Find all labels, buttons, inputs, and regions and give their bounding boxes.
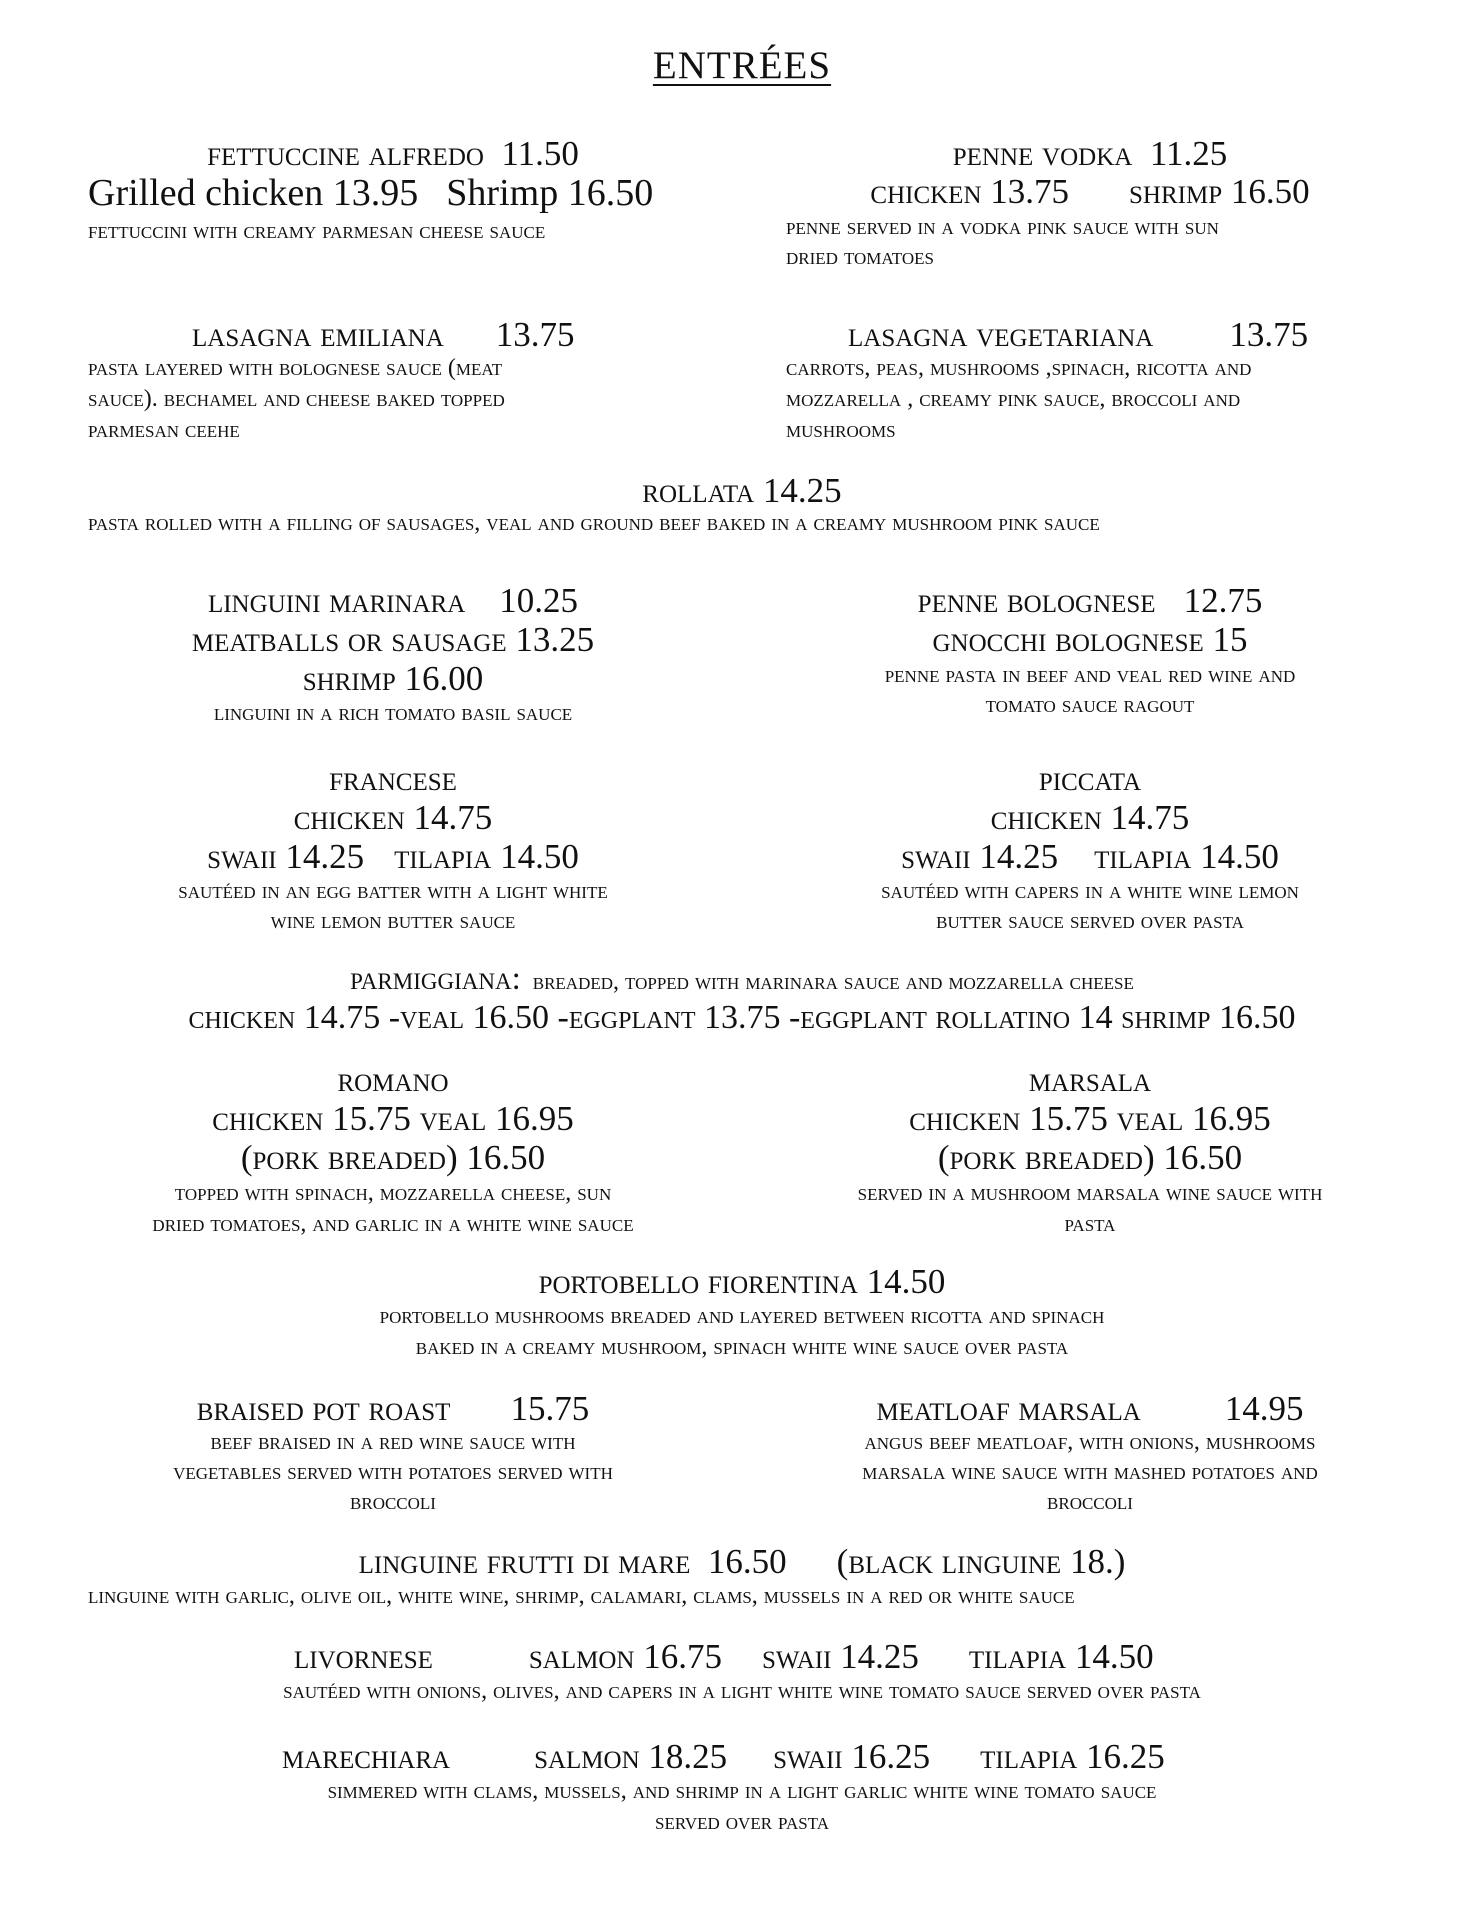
item-name: romano	[337, 1060, 449, 1099]
item-description-line: butter sauce served over pasta	[936, 908, 1244, 934]
item-description-line: marsala wine sauce with mashed potatoes and	[862, 1459, 1318, 1485]
option-swaii: swaii 14.25	[207, 837, 365, 876]
item-description-line: dried tomatoes, and garlic in a white wine sauce	[152, 1211, 634, 1237]
item-options	[88, 174, 653, 212]
page-title: entrées	[652, 29, 832, 91]
item-description-line: sauce). bechamel and cheese baked topped	[88, 386, 505, 412]
option-pork: (pork breaded) 16.50	[240, 1138, 546, 1177]
item-heading	[876, 1391, 1303, 1426]
option-gnocchi: gnocchi bolognese 15	[932, 620, 1248, 659]
option-swaii: swaii 16.25	[773, 1737, 931, 1776]
option-pork: (pork breaded) 16.50	[937, 1138, 1243, 1177]
item-heading	[848, 317, 1308, 352]
item-description-line: served over pasta	[655, 1809, 829, 1835]
item-heading	[282, 1739, 1165, 1774]
item-description-line: mushrooms	[786, 417, 896, 443]
item-description: fettuccini with creamy parmesan cheese sauce	[88, 218, 546, 244]
item-price: 16.50	[707, 1542, 787, 1581]
option-shrimp: shrimp 16.50	[1129, 172, 1310, 211]
item-heading	[350, 963, 1134, 996]
option-black-linguine: (black linguine 18.)	[836, 1542, 1126, 1581]
item-description-line: mozzarella , creamy pink sauce, broccoli and	[786, 386, 1241, 412]
item-description-line: beef braised in a red wine sauce with	[210, 1429, 576, 1455]
item-price: 10.25	[499, 581, 579, 620]
item-description-line: carrots, peas, mushrooms ,spinach, ricotta and	[786, 355, 1252, 381]
item-name: linguine frutti di mare	[358, 1542, 691, 1581]
option-grilled-chicken: Grilled chicken 13.95	[88, 172, 419, 214]
item-name: marsala	[1028, 1060, 1152, 1099]
item-name: fettuccine alfredo	[207, 134, 484, 173]
item-description-line: wine lemon butter sauce	[270, 908, 516, 934]
item-description-line: penne served in a vodka pink sauce with sun	[786, 214, 1219, 240]
item-description-line: tomato sauce ragout	[985, 692, 1195, 718]
option-shrimp: Shrimp 16.50	[446, 172, 654, 214]
item-description-line: simmered with clams, mussels, and shrimp in a light garlic white wine tomato sauce	[327, 1778, 1157, 1804]
item-description-line: topped with spinach, mozzarella cheese, sun	[174, 1180, 612, 1206]
option-tilapia: tilapia 16.25	[980, 1737, 1165, 1776]
item-name: parmiggiana:	[350, 961, 521, 997]
item-description-line: served in a mushroom marsala wine sauce with	[857, 1180, 1323, 1206]
item-description-line: broccoli	[350, 1489, 436, 1515]
option-meatballs-sausage: meatballs or sausage 13.25	[191, 620, 595, 659]
item-heading	[953, 136, 1228, 171]
item-options	[207, 839, 579, 874]
item-description-line: portobello mushrooms breaded and layered between ricotta and spinach	[379, 1303, 1105, 1329]
item-options	[901, 839, 1279, 874]
item-price: 15.75	[510, 1389, 590, 1428]
item-price: 12.75	[1183, 581, 1263, 620]
item-heading: portobello fiorentina 14.50	[538, 1262, 946, 1301]
item-name: lasagna emiliana	[192, 315, 444, 354]
item-heading	[918, 583, 1263, 618]
item-name: piccata	[1038, 759, 1142, 798]
option-chicken-veal: chicken 15.75 veal 16.95	[909, 1099, 1271, 1138]
item-description: linguine with garlic, olive oil, white wine, shrimp, calamari, clams, mussels in a red or white sauce	[88, 1583, 1075, 1609]
item-description-line: dried tomatoes	[786, 244, 934, 270]
item-description-line: sautéed in an egg batter with a light white	[178, 878, 608, 904]
item-name: braised pot roast	[196, 1389, 451, 1428]
item-name: francese	[329, 759, 457, 798]
item-description-line: sautéed with capers in a white wine lemon	[881, 878, 1299, 904]
item-description-line: broccoli	[1047, 1489, 1133, 1515]
option-chicken: chicken 14.75	[990, 798, 1190, 837]
item-name: marechiara	[282, 1737, 451, 1776]
item-heading: rollata 14.25	[642, 471, 842, 510]
item-price: 13.75	[495, 315, 575, 354]
item-description-line: vegetables served with potatoes served with	[173, 1459, 613, 1485]
item-description-line: angus beef meatloaf, with onions, mushrooms	[864, 1429, 1316, 1455]
item-description: sautéed with onions, olives, and capers in a light white wine tomato sauce served over pasta	[283, 1678, 1201, 1704]
item-name: lasagna vegetariana	[848, 315, 1154, 354]
option-salmon: salmon 16.75	[528, 1637, 722, 1676]
option-tilapia: tilapia 14.50	[1094, 837, 1279, 876]
item-price: 14.95	[1224, 1389, 1304, 1428]
item-description: pasta rolled with a filling of sausages, veal and ground beef baked in a creamy mushroom pink sauce	[88, 510, 1100, 536]
item-description: breaded, topped with marinara sauce and mozzarella cheese	[532, 969, 1134, 995]
item-description-line: pasta	[1064, 1211, 1116, 1237]
item-price: 13.75	[1229, 315, 1309, 354]
item-options	[870, 174, 1309, 209]
option-salmon: salmon 18.25	[534, 1737, 728, 1776]
option-swaii: swaii 14.25	[901, 837, 1059, 876]
item-description: linguini in a rich tomato basil sauce	[213, 700, 573, 726]
item-price: 11.50	[501, 134, 579, 173]
item-heading	[208, 583, 578, 618]
item-name: linguini marinara	[207, 581, 466, 620]
item-options: chicken 14.75 -veal 16.50 -eggplant 13.75 -eggplant rollatino 14 shrimp 16.50	[188, 999, 1296, 1036]
item-description-line: baked in a creamy mushroom, spinach white wine sauce over pasta	[415, 1334, 1069, 1360]
item-name: penne vodka	[952, 134, 1133, 173]
item-heading	[197, 1391, 589, 1426]
item-name: penne bolognese	[917, 581, 1156, 620]
item-description-line: penne pasta in beef and veal red wine and	[884, 662, 1296, 688]
item-heading	[294, 1639, 1154, 1674]
option-chicken: chicken 13.75	[870, 172, 1070, 211]
option-chicken-veal: chicken 15.75 veal 16.95	[212, 1099, 574, 1138]
option-shrimp: shrimp 16.00	[302, 659, 484, 698]
item-name: meatloaf marsala	[876, 1389, 1141, 1428]
option-swaii: swaii 14.25	[761, 1637, 919, 1676]
item-heading	[207, 136, 579, 171]
item-heading	[359, 1544, 1126, 1579]
option-chicken: chicken 14.75	[293, 798, 493, 837]
item-heading	[192, 317, 575, 352]
item-name: livornese	[294, 1637, 433, 1676]
item-description-line: pasta layered with bolognese sauce (meat	[88, 355, 503, 381]
item-price: 11.25	[1149, 134, 1228, 173]
option-tilapia: tilapia 14.50	[968, 1637, 1154, 1676]
option-tilapia: tilapia 14.50	[394, 837, 579, 876]
item-description-line: parmesan ceehe	[88, 417, 240, 443]
